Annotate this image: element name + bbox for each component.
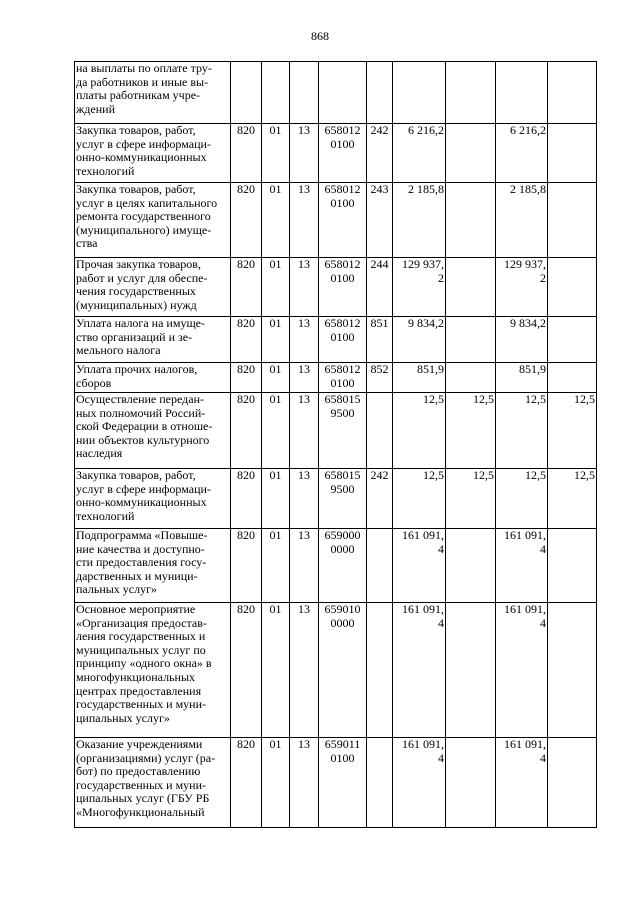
expense-type-code: 851	[367, 317, 393, 363]
sum-col-2	[446, 738, 496, 828]
sum-col-2	[446, 317, 496, 363]
section-code: 01	[262, 469, 290, 529]
table-row	[75, 363, 597, 393]
sum-col-3: 129 937, 2	[496, 258, 548, 317]
target-article-code: 659000 0000	[319, 529, 367, 603]
sum-col-2	[446, 183, 496, 258]
sum-col-1: 12,5	[393, 469, 446, 529]
sum-col-4: 12,5	[548, 393, 597, 469]
sum-col-3: 161 091, 4	[496, 738, 548, 828]
sum-col-4	[548, 124, 597, 183]
section-code: 01	[262, 124, 290, 183]
sum-col-4	[548, 603, 597, 738]
section-code: 01	[262, 529, 290, 603]
sum-col-3: 12,5	[496, 393, 548, 469]
sum-col-2: 12,5	[446, 469, 496, 529]
expense-type-code	[367, 529, 393, 603]
sum-col-1: 851,9	[393, 363, 446, 393]
table-row	[75, 393, 597, 469]
expense-type-code	[367, 738, 393, 828]
subsection-code	[290, 62, 319, 124]
table-row	[75, 738, 597, 828]
subsection-code: 13	[290, 469, 319, 529]
target-article-code	[319, 62, 367, 124]
expense-type-code: 242	[367, 469, 393, 529]
subsection-code: 13	[290, 393, 319, 469]
table-row	[75, 183, 597, 258]
sum-col-4	[548, 183, 597, 258]
subsection-code: 13	[290, 183, 319, 258]
table-row	[75, 62, 597, 124]
sum-col-1: 161 091, 4	[393, 603, 446, 738]
sum-col-3: 851,9	[496, 363, 548, 393]
budget-table	[74, 61, 597, 828]
sum-col-1: 6 216,2	[393, 124, 446, 183]
ved-code: 820	[231, 317, 262, 363]
ved-code: 820	[231, 393, 262, 469]
subsection-code: 13	[290, 529, 319, 603]
sum-col-2	[446, 124, 496, 183]
sum-col-3: 9 834,2	[496, 317, 548, 363]
target-article-code: 659011 0100	[319, 738, 367, 828]
subsection-code: 13	[290, 603, 319, 738]
sum-col-2	[446, 363, 496, 393]
section-code: 01	[262, 738, 290, 828]
target-article-code: 658015 9500	[319, 469, 367, 529]
target-article-code: 658015 9500	[319, 393, 367, 469]
subsection-code: 13	[290, 317, 319, 363]
sum-col-3: 161 091, 4	[496, 603, 548, 738]
table-row	[75, 603, 597, 738]
table-row	[75, 258, 597, 317]
section-code: 01	[262, 258, 290, 317]
sum-col-4	[548, 258, 597, 317]
section-code: 01	[262, 393, 290, 469]
expense-type-code	[367, 393, 393, 469]
sum-col-1: 9 834,2	[393, 317, 446, 363]
ved-code: 820	[231, 183, 262, 258]
sum-col-4	[548, 317, 597, 363]
row-name: Уплата прочих налогов, сборов	[75, 363, 231, 393]
ved-code: 820	[231, 738, 262, 828]
section-code: 01	[262, 183, 290, 258]
section-code: 01	[262, 603, 290, 738]
sum-col-2	[446, 529, 496, 603]
sum-col-4: 12,5	[548, 469, 597, 529]
row-name: Уплата налога на имуще- ство организаций и зе- мельного налога	[75, 317, 231, 363]
sum-col-4	[548, 529, 597, 603]
row-name: Подпрограмма «Повыше- ние качества и доступно- сти предоставления госу- дарственных и муници- пальных услуг»	[75, 529, 231, 603]
row-name: Оказание учреждениями (организациями) услуг (ра- бот) по предоставлению государственных и муни- ципальных услуг (ГБУ РБ «Многофункциональный	[75, 738, 231, 828]
target-article-code: 658012 0100	[319, 183, 367, 258]
ved-code: 820	[231, 258, 262, 317]
row-name: Основное мероприятие «Организация предостав- ления государственных и муниципальных услуг по принципу «одного окна» в многофункциональных центрах предоставления государственных и муни- ципальных услуг»	[75, 603, 231, 738]
sum-col-1: 2 185,8	[393, 183, 446, 258]
target-article-code: 658012 0100	[319, 317, 367, 363]
row-name: Закупка товаров, работ, услуг в сфере информаци- онно-коммуникационных технологий	[75, 469, 231, 529]
sum-col-4	[548, 363, 597, 393]
sum-col-3: 2 185,8	[496, 183, 548, 258]
sum-col-2: 12,5	[446, 393, 496, 469]
row-name: на выплаты по оплате тру- да работников и иные вы- платы работникам учре- ждений	[75, 62, 231, 124]
sum-col-1: 129 937, 2	[393, 258, 446, 317]
table-row	[75, 469, 597, 529]
subsection-code: 13	[290, 738, 319, 828]
expense-type-code: 244	[367, 258, 393, 317]
table-row	[75, 124, 597, 183]
subsection-code: 13	[290, 363, 319, 393]
expense-type-code: 852	[367, 363, 393, 393]
sum-col-1: 12,5	[393, 393, 446, 469]
ved-code: 820	[231, 529, 262, 603]
target-article-code: 659010 0000	[319, 603, 367, 738]
sum-col-3: 161 091, 4	[496, 529, 548, 603]
sum-col-1: 161 091, 4	[393, 738, 446, 828]
table-row	[75, 317, 597, 363]
sum-col-2	[446, 258, 496, 317]
sum-col-1: 161 091, 4	[393, 529, 446, 603]
sum-col-3: 12,5	[496, 469, 548, 529]
page-number: 868	[311, 29, 329, 43]
expense-type-code: 242	[367, 124, 393, 183]
target-article-code: 658012 0100	[319, 258, 367, 317]
sum-col-3: 6 216,2	[496, 124, 548, 183]
target-article-code: 658012 0100	[319, 124, 367, 183]
subsection-code: 13	[290, 258, 319, 317]
ved-code: 820	[231, 124, 262, 183]
target-article-code: 658012 0100	[319, 363, 367, 393]
row-name: Прочая закупка товаров, работ и услуг для обеспе- чения государственных (муниципальных) нужд	[75, 258, 231, 317]
ved-code: 820	[231, 469, 262, 529]
sum-col-3	[496, 62, 548, 124]
section-code: 01	[262, 317, 290, 363]
table-row	[75, 529, 597, 603]
section-code: 01	[262, 363, 290, 393]
expense-type-code	[367, 62, 393, 124]
sum-col-4	[548, 738, 597, 828]
ved-code: 820	[231, 603, 262, 738]
row-name: Закупка товаров, работ, услуг в целях капитального ремонта государственного (муниципального) имуще- ства	[75, 183, 231, 258]
expense-type-code: 243	[367, 183, 393, 258]
sum-col-2	[446, 603, 496, 738]
row-name: Осуществление передан- ных полномочий Россий- ской Федерации в отноше- нии объектов культурного наследия	[75, 393, 231, 469]
row-name: Закупка товаров, работ, услуг в сфере информаци- онно-коммуникационных технологий	[75, 124, 231, 183]
ved-code: 820	[231, 363, 262, 393]
expense-type-code	[367, 603, 393, 738]
section-code	[262, 62, 290, 124]
ved-code	[231, 62, 262, 124]
subsection-code: 13	[290, 124, 319, 183]
sum-col-1	[393, 62, 446, 124]
sum-col-2	[446, 62, 496, 124]
sum-col-4	[548, 62, 597, 124]
